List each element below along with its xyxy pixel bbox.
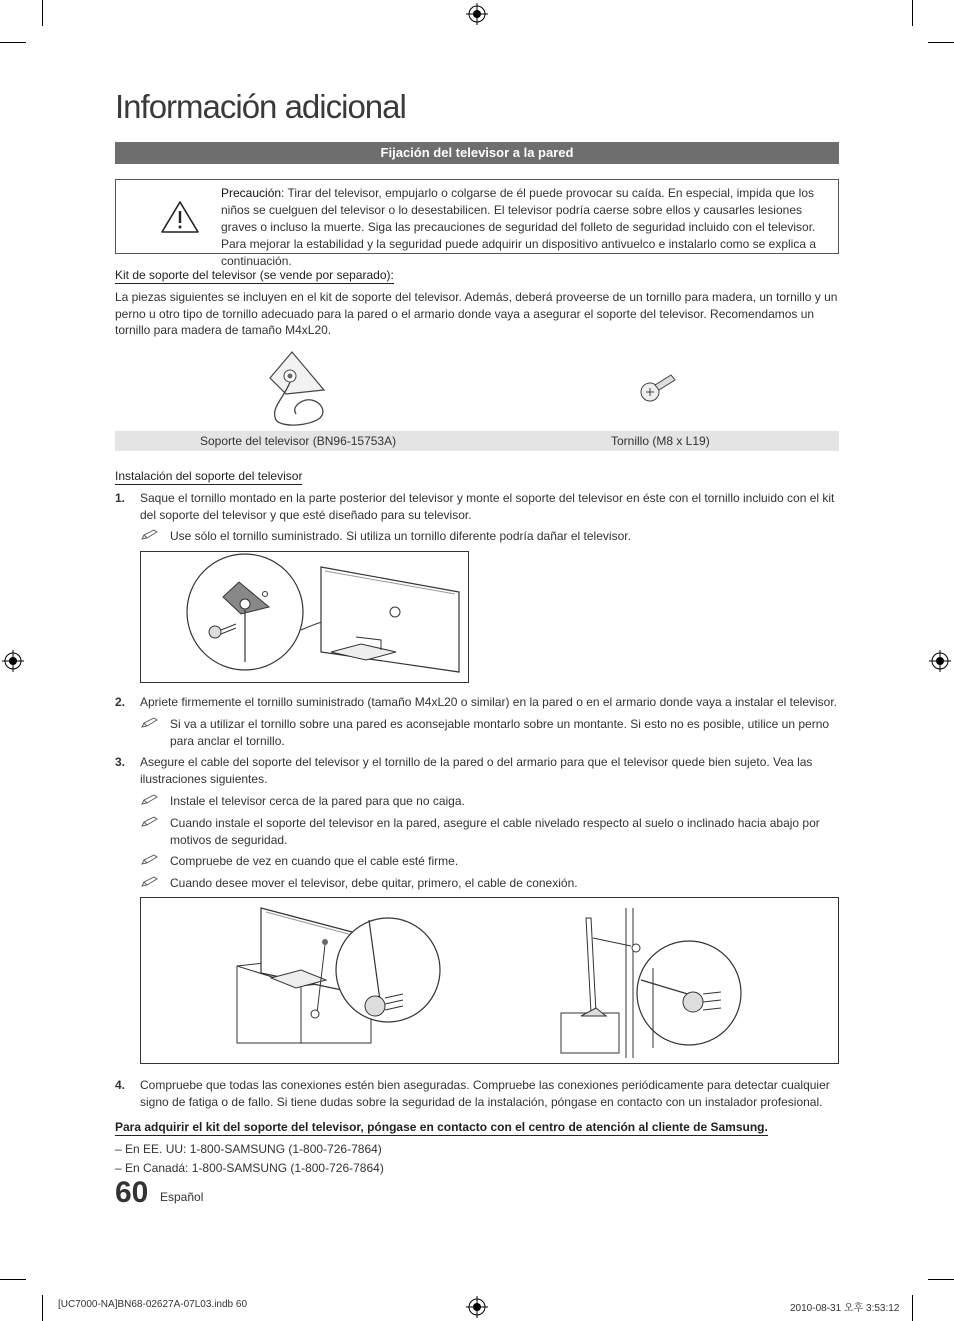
pencil-note-icon (140, 717, 160, 729)
note-text: Si va a utilizar el tornillo sobre una pared es aconsejable montarlo sobre un montante. Si esto no es posible, utilice un perno para anclar el tornillo. (170, 717, 830, 748)
crop-mark (0, 1279, 26, 1280)
step-text: Saque el tornillo montado en la parte posterior del televisor y monte el soporte del televisor en éste con el tornillo incluido con el kit del soporte del televisor y que esté diseñado para su televisor. (140, 491, 835, 522)
parts-label-row (115, 431, 839, 451)
registration-mark-icon (929, 650, 951, 672)
part-label-screw: Tornillo (M8 x L19) (611, 434, 710, 448)
note-text: Cuando instale el soporte del televisor en la pared, asegure el cable nivelado respecto al suelo o inclinado hacia abajo por motivos de seguridad. (170, 816, 820, 847)
page-number: 60 (115, 1176, 149, 1209)
crop-mark (928, 42, 954, 43)
pencil-note-icon (140, 794, 160, 806)
step-number: 3. (115, 755, 126, 769)
pencil-note-icon (140, 876, 160, 888)
note-text: Cuando desee mover el televisor, debe quitar, primero, el cable de conexión. (170, 876, 578, 890)
step-number: 4. (115, 1078, 126, 1092)
page-language: Español (160, 1190, 204, 1204)
contact-line-us: – En EE. UU: 1-800-SAMSUNG (1-800-726-7864) (115, 1142, 382, 1156)
note-text: Compruebe de vez en cuando que el cable esté firme. (170, 854, 459, 868)
page-title: Información adicional (115, 88, 406, 125)
warning-triangle-icon (160, 200, 200, 234)
footer-date: 2010-08-31 오후 3:53:12 (790, 1303, 900, 1314)
pencil-note-icon (140, 529, 160, 541)
note-text: Instale el televisor cerca de la pared para que no caiga. (170, 794, 465, 808)
registration-mark-icon (466, 3, 488, 25)
crop-mark (42, 0, 43, 26)
screw-illustration (638, 372, 678, 404)
footer-file: [UC7000-NA]BN68-02627A-07L03.indb 60 (58, 1299, 248, 1310)
registration-mark-icon (466, 1296, 488, 1318)
note-text: Use sólo el tornillo suministrado. Si utiliza un tornillo diferente podría dañar el televisor. (170, 529, 631, 543)
figure-attach-holder (140, 551, 469, 683)
caution-box (115, 179, 839, 268)
figure-secure-cable (140, 897, 839, 1064)
crop-mark (0, 42, 26, 43)
pencil-note-icon (140, 816, 160, 828)
crop-mark (912, 0, 913, 26)
step-text: Compruebe que todas las conexiones estén bien aseguradas. Compruebe las conexiones periódicamente para detectar cualquier signo de fatiga o de fallo. Si tiene dudas sobre la seguridad de la instalación, póngase en contacto con un instalador profesional. (140, 1078, 830, 1109)
install-heading: Instalación del soporte del televisor (115, 469, 303, 483)
part-label-holder: Soporte del televisor (BN96-15753A) (200, 434, 397, 448)
section-title: Fijación del televisor a la pared (115, 142, 839, 164)
contact-heading: Para adquirir el kit del soporte del televisor, póngase en contacto con el centro de atención al cliente de Samsung. (115, 1120, 768, 1134)
caution-label: Precaución (221, 186, 282, 200)
step-text: Apriete firmemente el tornillo suministrado (tamaño M4xL20 o similar) en la pared o en el armario donde vaya a instalar el televisor. (140, 695, 838, 709)
contact-line-canada: – En Canadá: 1-800-SAMSUNG (1-800-726-7864) (115, 1161, 384, 1175)
caution-body: : Tirar del televisor, empujarlo o colgarse de él puede provocar su caída. En especial, impida que los niños se cuelguen del televisor o lo desestabilicen. El televisor podría caerse sobre ellos y causarles lesiones graves o incluso la muerte. Siga las precauciones de seguridad del folleto de seguridad incluido con el televisor. Para mejorar la estabilidad y la seguridad puede adquirir un dispositivo antivuelco e instalarlo como se explica a continuación. (221, 186, 817, 268)
tv-holder-illustration (262, 350, 330, 428)
caution-text (221, 185, 831, 270)
crop-mark (912, 1295, 913, 1321)
kit-intro: La piezas siguientes se incluyen en el kit de soporte del televisor. Además, deberá proveerse de un tornillo para madera, un tornillo y un perno u otro tipo de tornillo adecuado para la pared o el armario donde vaya a asegurar el soporte del televisor. Recomendamos un tornillo para madera de tamaño M4xL20. (115, 290, 838, 337)
step-number: 2. (115, 695, 126, 709)
crop-mark (42, 1295, 43, 1321)
pencil-note-icon (140, 854, 160, 866)
kit-heading: Kit de soporte del televisor (se vende por separado): (115, 268, 394, 282)
step-number: 1. (115, 491, 126, 505)
step-text: Asegure el cable del soporte del televisor y el tornillo de la pared o del armario para que el televisor quede bien sujeto. Vea las ilustraciones siguientes. (140, 755, 813, 786)
registration-mark-icon (2, 650, 24, 672)
crop-mark (928, 1279, 954, 1280)
